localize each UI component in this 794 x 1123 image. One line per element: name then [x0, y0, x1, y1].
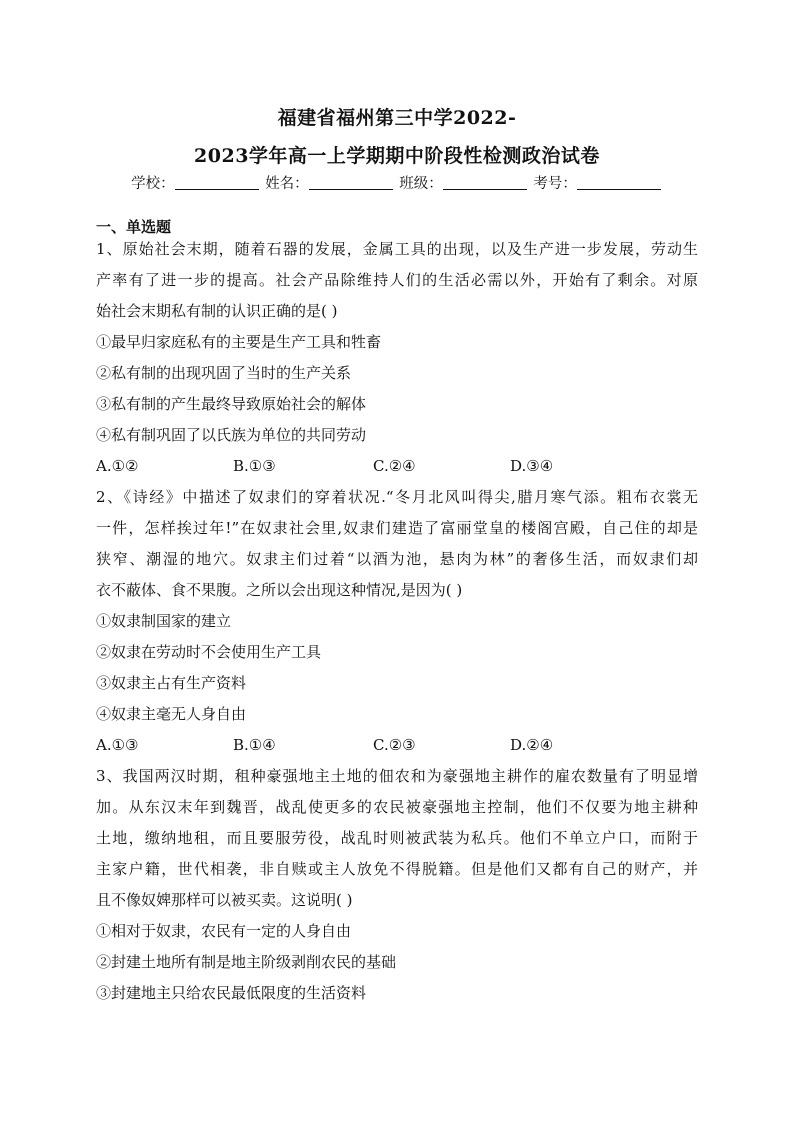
question-1-stem-line: 始社会末期私有制的认识正确的是( ) [96, 302, 338, 320]
question-2-stem-line: 衣不蔽体、食不果腹。之所以会出现这种情况,是因为( ) [96, 581, 463, 599]
question-3-stem-line: 3、我国两汉时期，租种豪强地主土地的佃农和为豪强地主耕作的雇农数量有了明显增 [96, 767, 698, 785]
question-3-stem-line: 土地，缴纳地租，而且要服劳役，战乱时则被武装为私兵。他们不单立户口，而附于 [96, 829, 698, 847]
question-3-statement: ③封建地主只给农民最低限度的生活资料 [96, 984, 367, 1002]
question-1-statement: ②私有制的出现巩固了当时的生产关系 [96, 364, 352, 382]
question-2-statement: ③奴隶主占有生产资料 [96, 674, 247, 692]
question-3-stem-line: 主家户籍，世代相袭，非自赎或主人放免不得脱籍。但是他们又都有自己的财产，并 [96, 860, 698, 878]
choice-a[interactable]: A.①③ [96, 736, 139, 754]
exam-title-line-2: 2023学年高一上学期期中阶段性检测政治试卷 [194, 145, 600, 167]
school-blank[interactable] [175, 175, 259, 190]
choice-d[interactable]: D.②④ [510, 736, 554, 754]
question-2-statement: ②奴隶在劳动时不会使用生产工具 [96, 643, 322, 661]
question-1-stem-line: 1、原始社会末期，随着石器的发展，金属工具的出现，以及生产进一步发展，劳动生 [96, 240, 698, 258]
choice-a[interactable]: A.①② [96, 457, 139, 475]
number-label: 考号： [533, 176, 577, 192]
choice-c[interactable]: C.②④ [373, 457, 416, 475]
name-blank[interactable] [309, 175, 393, 190]
class-blank[interactable] [443, 175, 527, 190]
exam-title-line-1: 福建省福州第三中学2022- [277, 107, 517, 129]
question-2-stem-line: 狭窄、潮湿的地穴。奴隶主们过着“以酒为池，悬肉为林”的奢侈生活，而奴隶们却 [96, 550, 698, 568]
number-blank[interactable] [577, 175, 661, 190]
school-label: 学校： [131, 176, 175, 192]
question-1-statement: ④私有制巩固了以氏族为单位的共同劳动 [96, 426, 367, 444]
choice-c[interactable]: C.②③ [373, 736, 416, 754]
choice-d[interactable]: D.③④ [510, 457, 554, 475]
choice-b[interactable]: B.①③ [233, 457, 276, 475]
class-label: 班级： [399, 176, 443, 192]
question-2-stem-line: 一件，怎样挨过年!”在奴隶社会里,奴隶们建造了富丽堂皇的楼阁宫殿，自己住的却是 [96, 519, 698, 537]
question-1-stem-line: 产率有了进一步的提高。社会产品除维持人们的生活必需以外，开始有了剩余。对原 [96, 271, 698, 289]
question-3-statement: ②封建土地所有制是地主阶级剥削农民的基础 [96, 953, 397, 971]
question-1-statement: ①最早归家庭私有的主要是生产工具和牲畜 [96, 333, 382, 351]
question-2-statement: ④奴隶主毫无人身自由 [96, 705, 247, 723]
question-2-statement: ①奴隶制国家的建立 [96, 612, 232, 630]
student-info-row [0, 172, 794, 193]
question-2-stem-line: 2、《诗经》中描述了奴隶们的穿着状况.“冬月北风叫得尖,腊月寒气添。粗布衣裳无 [96, 488, 698, 506]
section-heading: 一、单选题 [96, 218, 172, 236]
name-label: 姓名： [265, 176, 309, 192]
question-3-stem-line: 且不像奴婢那样可以被买卖。这说明( ) [96, 891, 353, 909]
question-1-statement: ③私有制的产生最终导致原始社会的解体 [96, 395, 367, 413]
question-3-stem-line: 加。从东汉末年到魏晋，战乱使更多的农民被豪强地主控制，他们不仅要为地主耕种 [96, 798, 698, 816]
question-3-statement: ①相对于奴隶，农民有一定的人身自由 [96, 922, 352, 940]
choice-b[interactable]: B.①④ [233, 736, 276, 754]
